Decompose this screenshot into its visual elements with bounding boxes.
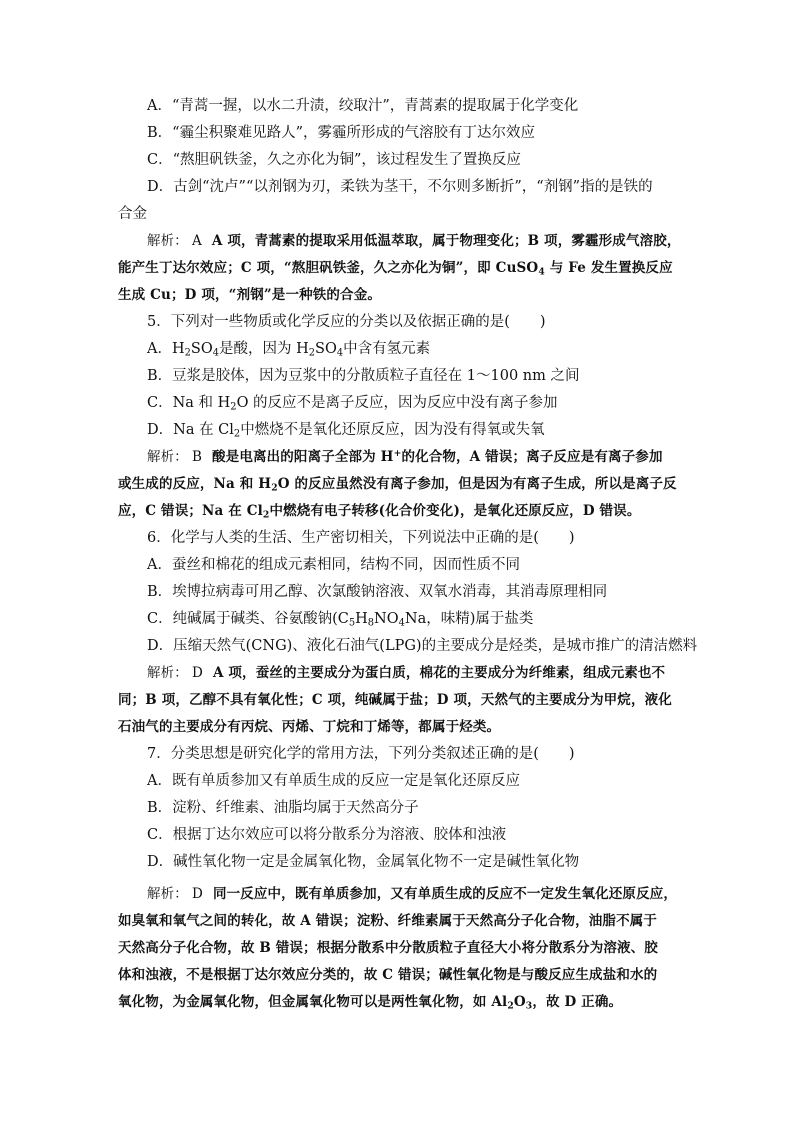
q6-option-a: A．蚕丝和棉花的组成元素相同，结构不同，因而性质不同 [147,557,520,573]
q7-stem: 7．分类思想是研究化学的常用方法，下列分类叙述正确的是( ) [147,746,575,762]
q4-option-d-cont: 合金 [118,206,147,222]
q4-option-a: A．“青蒿一握，以水二升渍，绞取汁”，青蒿素的提取属于化学变化 [147,98,579,114]
answer-letter: D [191,665,203,681]
analysis-label: 解析： [147,886,188,902]
q7-option-d: D．碱性氧化物一定是金属氧化物，金属氧化物不一定是碱性氧化物 [147,854,580,870]
q5-stem: 5．下列对一些物质或化学反应的分类以及依据正确的是( ) [147,314,546,330]
answer-letter: D [191,886,203,902]
q6-analysis: 解析： D A 项，蚕丝的主要成分为蛋白质，棉花的主要成分为纤维素，组成元素也不 [147,665,666,681]
q4-option-d: D．古剑“沈卢”“以剂钢为刃，柔铁为茎干，不尔则多断折”，“剂钢”指的是铁的 [147,179,653,195]
q7-option-c: C．根据丁达尔效应可以将分散系分为溶液、胶体和浊液 [147,827,507,843]
q7-analysis-line4: 体和浊液，不是根据丁达尔效应分类的，故 C 错误；碱性氧化物是与酸反应生成盐和水的 [118,967,658,983]
q5-option-a: A．$H_2SO_4$是酸，因为 $H_2SO_4$中含有氢元素 [147,341,431,359]
q4-option-b: B．“霾尘积聚难见路人”，雾霾所形成的气溶胶有丁达尔效应 [147,125,535,141]
q6-option-c: C．纯碱属于碱类、谷氨酸钠($C_5H_8NO_4Na$，味精)属于盐类 [147,611,534,629]
answer-letter: B [191,449,203,465]
analysis-label: 解析： [147,233,188,249]
q6-option-d: D．压缩天然气(CNG)、液化石油气(LPG)的主要成分是烃类，是城市推广的清洁燃料 [147,638,698,654]
q7-analysis-line5: 氧化物，为金属氧化物，但金属氧化物可以是两性氧化物，如 $Al_2O_3$，故 D 正确。 [118,994,623,1012]
q6-stem: 6．化学与人类的生活、生产密切相关，下列说法中正确的是( ) [147,530,575,546]
q5-option-d: D．Na 在 $Cl_2$中燃烧不是氧化还原反应，因为没有得氧或失氧 [147,422,545,440]
q7-analysis: 解析： D 同一反应中，既有单质参加，又有单质生成的反应不一定发生氧化还原反应， [147,886,678,902]
q5-analysis: 解析： B 酸是电离出的阳离子全部为 H+的化合物，A 错误；离子反应是有离子参加 [147,447,663,465]
analysis-label: 解析： [147,665,188,681]
q4-analysis-line3: 生成 Cu；D 项，“剂钢”是一种铁的合金。 [118,287,381,303]
q7-option-b: B．淀粉、纤维素、油脂均属于天然高分子 [147,800,419,816]
q7-option-a: A．既有单质参加又有单质生成的反应一定是氧化还原反应 [147,773,520,789]
q6-analysis-line3: 石油气的主要成分有丙烷、丙烯、丁烷和丁烯等，都属于烃类。 [118,719,501,735]
q5-analysis-line2: 或生成的反应，Na 和 $H_2O$ 的反应虽然没有离子参加，但是因为有离子生成，所以是离子反 [118,476,677,494]
q6-option-b: B．埃博拉病毒可用乙醇、次氯酸钠溶液、双氧水消毒，其消毒原理相同 [147,584,608,600]
q6-analysis-line2: 同；B 项，乙醇不具有氧化性；C 项，纯碱属于盐；D 项，天然气的主要成分为甲烷，液化 [118,692,672,708]
q5-option-b: B．豆浆是胶体，因为豆浆中的分散质粒子直径在 1～100 nm 之间 [147,368,580,384]
q4-option-c: C．“熬胆矾铁釜，久之亦化为铜”，该过程发生了置换反应 [147,152,521,168]
q5-option-c: C．Na 和 $H_2O$ 的反应不是离子反应，因为反应中没有离子参加 [147,395,558,413]
analysis-label: 解析： [147,449,188,465]
q7-analysis-line2: 如臭氧和氧气之间的转化，故 A 错误；淀粉、纤维素属于天然高分子化合物，油脂不属于 [118,913,658,929]
q4-analysis-line2: 能产生丁达尔效应；C 项，“熬胆矾铁釜，久之亦化为铜”，即 CuSO$_4$ 与 Fe 发生置换反应 [118,260,673,278]
answer-letter: A [191,233,202,249]
q4-analysis: 解析： A A 项，青蒿素的提取采用低温萃取，属于物理变化；B 项，雾霾形成气溶胶， [147,233,681,249]
q7-analysis-line3: 天然高分子化合物，故 B 错误；根据分散系中分散质粒子直径大小将分散系分为溶液、胶 [118,940,658,956]
q5-analysis-line3: 应，C 错误；Na 在 $Cl_2$中燃烧有电子转移(化合价变化)，是氧化还原反应，D 错误。 [118,503,641,521]
